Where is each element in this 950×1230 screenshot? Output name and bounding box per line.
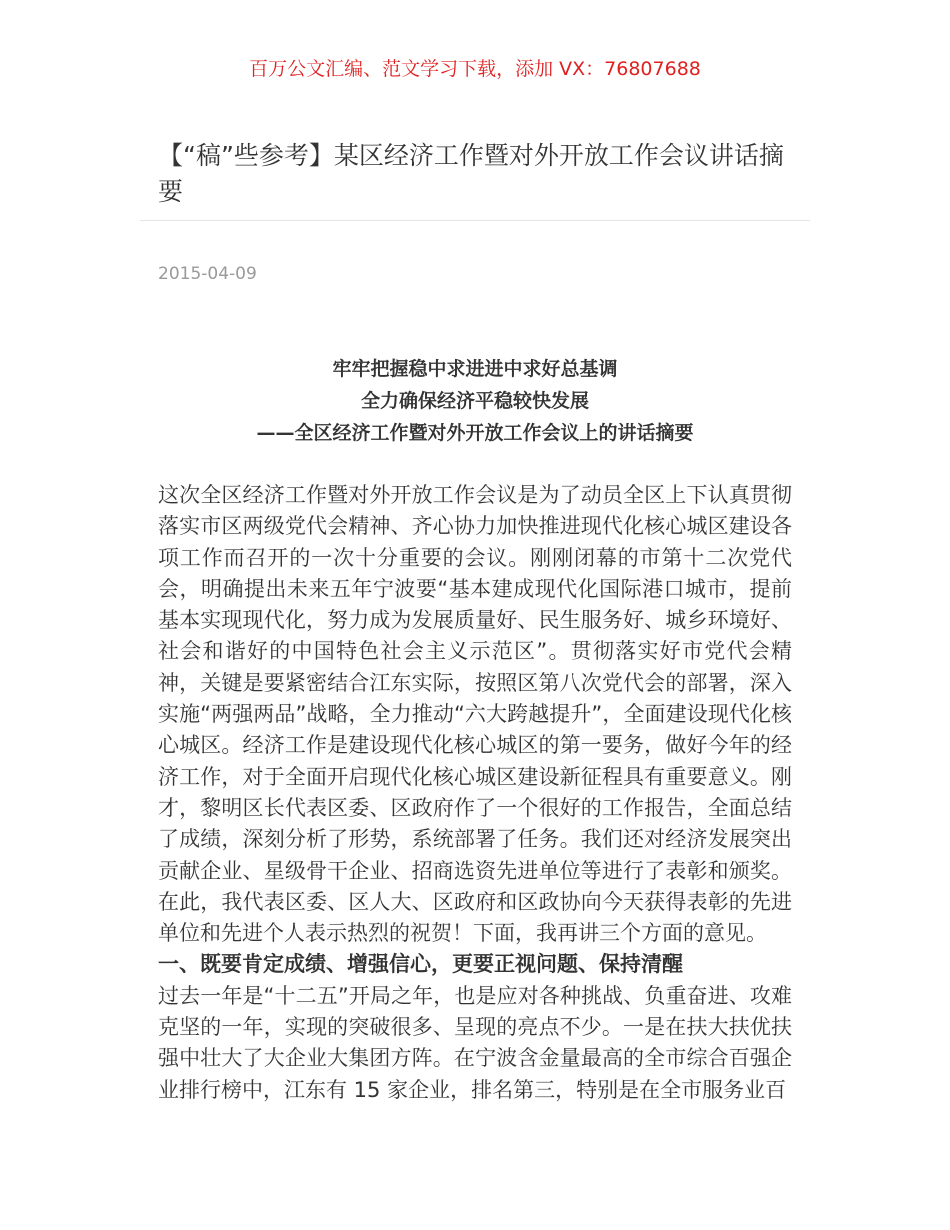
title-divider [140, 220, 810, 221]
article-title: 【“稿”些参考】某区经济工作暨对外开放工作会议讲话摘要 [158, 141, 784, 206]
speech-subtitle [158, 353, 792, 449]
body-paragraph-intro: 这次全区经济工作暨对外开放工作会议是为了动员全区上下认真贯彻落实市区两级党代会精神、齐心协力加快推进现代化核心城区建设各项工作而召开的一次十分重要的会议。刚刚闭幕的市第十二次党代会，明确提出未来五年宁波要“基本建成现代化国际港口城市，提前基本实现现代化，努力成为发展质量好、民生服务好、城乡环境好、社会和谐好的中国特色社会主义示范区”。贯彻落实好市党代会精神，关键是要紧密结合江东实际，按照区第八次党代会的部署，深入实施“两强两品”战略，全力推动“六大跨越提升”，全面建设现代化核心城区。经济工作是建设现代化核心城区的第一要务，做好今年的经济工作，对于全面开启现代化核心城区建设新征程具有重要意义。刚才，黎明区长代表区委、区政府作了一个很好的工作报告，全面总结了成绩，深刻分析了形势，系统部署了任务。我们还对经济发展突出贡献企业、星级骨干企业、招商选资先进单位等进行了表彰和颁奖。在此，我代表区委、区人大、区政府和区政协向今天获得表彰的先进单位和先进个人表示热烈的祝贺！下面，我再讲三个方面的意见。 [158, 483, 792, 946]
promo-banner: 百万公文汇编、范文学习下载，添加 VX：76807688 [249, 58, 701, 80]
body-paragraph-2: 过去一年是“十二五”开局之年，也是应对各种挑战、负重奋进、攻难克坚的一年，实现的突破很多、呈现的亮点不少。一是在扶大扶优扶强中壮大了大企业大集团方阵。在宁波含金量最高的全市综合百强企业排行榜中，江东有 15 家企业，排名第三，特别是在全市服务业百 [158, 983, 792, 1102]
subtitle-line-2: 全力确保经济平稳较快发展 [360, 390, 589, 412]
article-body [158, 480, 792, 1106]
subtitle-line-3: ——全区经济工作暨对外开放工作会议上的讲话摘要 [256, 422, 694, 444]
publish-date: 2015-04-09 [158, 264, 257, 284]
subtitle-line-1: 牢牢把握稳中求进进中求好总基调 [332, 358, 618, 380]
section-heading-1: 一、既要肯定成绩、增强信心，更要正视问题、保持清醒 [158, 952, 683, 977]
